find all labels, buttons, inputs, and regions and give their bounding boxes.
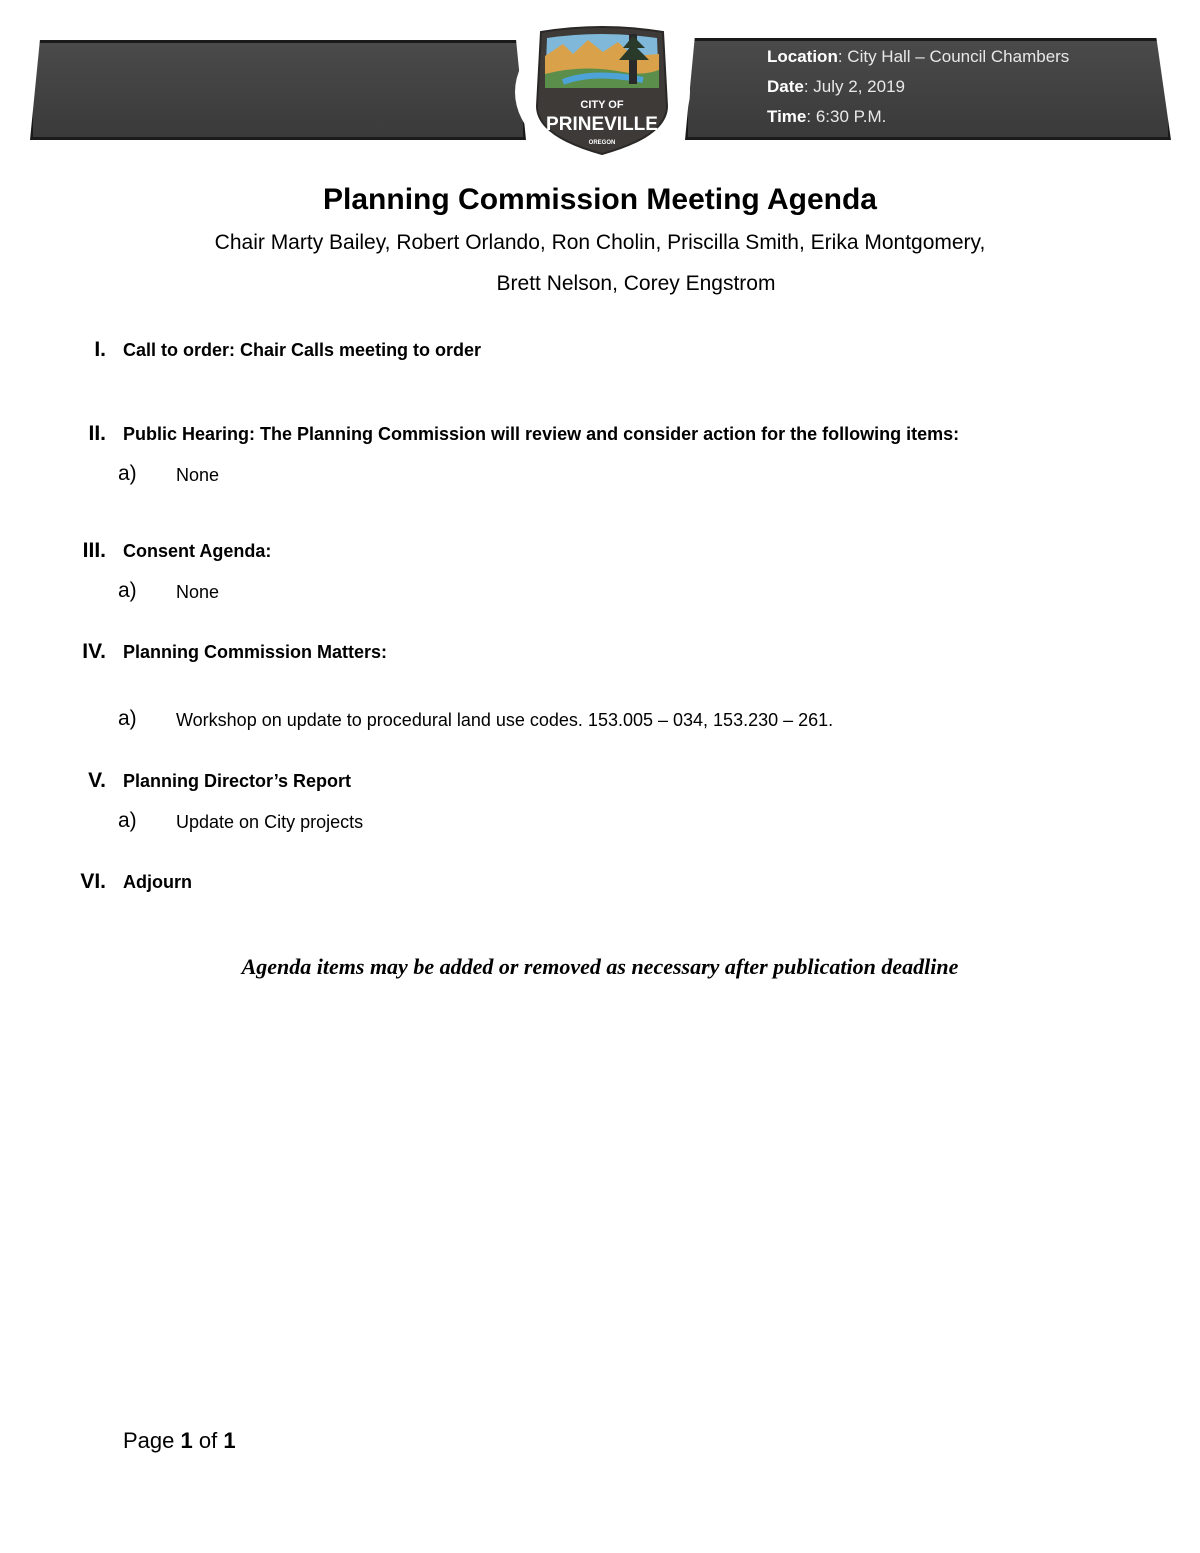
section-heading: Adjourn [123,872,192,892]
section-numeral: II. [88,422,106,445]
section-heading: Consent Agenda: [123,541,272,561]
page-title: Planning Commission Meeting Agenda [323,183,877,216]
section-heading: Public Hearing: The Planning Commission will review and consider action for the following items: [123,424,960,444]
city-logo [533,26,671,156]
location-label: Location [767,47,838,66]
section-heading: Planning Commission Matters: [123,642,388,662]
header-banner-left [30,40,526,140]
logo-line1: CITY OF [580,99,624,111]
members-line-1: Chair Marty Bailey, Robert Orlando, Ron Cholin, Priscilla Smith, Erika Montgomery, [214,231,986,254]
section-numeral: VI. [80,870,106,893]
item-letter: a) [118,707,137,730]
item-letter: a) [118,809,137,832]
page-total: 1 [223,1428,236,1453]
meeting-time [767,107,886,127]
page-number [123,1428,236,1454]
page-current: 1 [180,1428,193,1453]
logo-line2: PRINEVILLE [546,114,658,135]
page-word: Page [123,1428,175,1453]
of-word: of [198,1428,218,1453]
section-heading: Planning Director’s Report [123,771,352,791]
item-letter: a) [118,579,137,602]
agenda-notice: Agenda items may be added or removed as necessary after publication deadline [241,954,959,979]
item-text: Workshop on update to procedural land use codes. 153.005 – 034, 153.230 – 261. [176,710,834,730]
item-text: None [176,582,220,602]
section-heading: Call to order: Chair Calls meeting to order [123,340,482,360]
date-label: Date [767,77,804,96]
section-numeral: V. [88,769,106,792]
section-numeral: I. [94,338,106,361]
members-line-2: Brett Nelson, Corey Engstrom [496,272,776,295]
date-value: : July 2, 2019 [803,77,905,96]
item-text: None [176,465,220,485]
logo-line3: OREGON [588,140,616,146]
location-value: : City Hall – Council Chambers [837,47,1070,66]
section-numeral: IV. [82,640,106,663]
item-letter: a) [118,462,137,485]
item-text: Update on City projects [176,812,364,832]
meeting-date [767,77,905,97]
time-label: Time [767,107,807,126]
section-numeral: III. [82,539,106,562]
meeting-location [767,47,1069,67]
time-value: : 6:30 P.M. [806,107,887,126]
